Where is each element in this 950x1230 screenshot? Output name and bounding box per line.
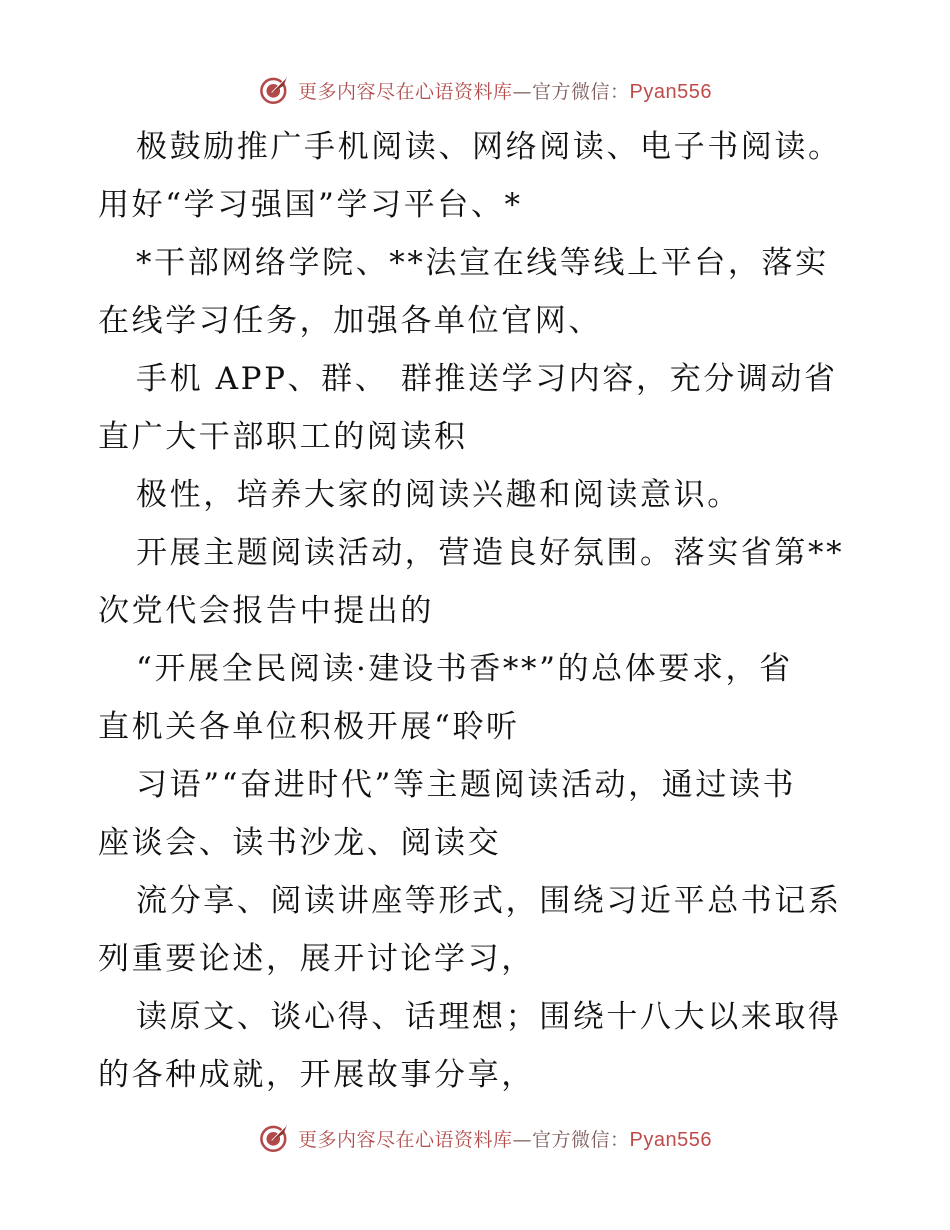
footer-wechat-label: 官方微信： xyxy=(532,1128,630,1151)
footer-banner-content xyxy=(258,1121,712,1155)
header-brand-text: 更多内容尽在心语资料库 xyxy=(298,80,513,103)
text-line: “开展全民阅读·建设书香**”的总体要求，省 xyxy=(136,651,793,687)
text-line: 手机 APP、群、 群推送学习内容，充分调动省 xyxy=(136,361,838,397)
footer-brand-text: 更多内容尽在心语资料库 xyxy=(298,1128,513,1151)
footer-watermark-banner xyxy=(0,1118,950,1158)
text-line: 极性，培养大家的阅读兴趣和阅读意识。 xyxy=(136,477,741,513)
text-line: 座谈会、读书沙龙、阅读交 xyxy=(98,825,502,861)
text-line: 读原文、谈心得、话理想；围绕十八大以来取得 xyxy=(136,999,842,1035)
text-line: *干部网络学院、**法宣在线等线上平台，落实 xyxy=(136,245,829,281)
text-line: 列重要论述，展开讨论学习， xyxy=(98,941,535,977)
header-banner-text xyxy=(298,77,712,104)
text-line: 用好“学习强国”学习平台、* xyxy=(98,187,523,223)
header-banner-content xyxy=(258,73,712,107)
text-line: 流分享、阅读讲座等形式，围绕习近平总书记系 xyxy=(136,883,842,919)
header-wechat-handle: Pyan556 xyxy=(629,80,712,103)
text-line: 直广大干部职工的阅读积 xyxy=(98,419,468,455)
header-wechat-label: 官方微信： xyxy=(532,80,630,103)
text-line: 的各种成就，开展故事分享， xyxy=(98,1057,535,1093)
document-body xyxy=(98,118,858,1104)
footer-banner-text xyxy=(298,1125,712,1152)
text-line: 习语”“奋进时代”等主题阅读活动，通过读书 xyxy=(136,767,797,803)
header-watermark-banner xyxy=(0,70,950,110)
text-line: 开展主题阅读活动，营造良好氛围。落实省第** xyxy=(136,535,845,571)
text-line: 在线学习任务，加强各单位官网、 xyxy=(98,303,602,339)
quill-pen-circle-logo-icon xyxy=(258,73,292,107)
text-line: 次党代会报告中提出的 xyxy=(98,593,434,629)
footer-wechat-handle: Pyan556 xyxy=(629,1128,712,1151)
text-line: 极鼓励推广手机阅读、网络阅读、电子书阅读。 xyxy=(136,129,842,165)
text-line: 直机关各单位积极开展“聆听 xyxy=(98,709,520,745)
footer-separator: — xyxy=(512,1128,533,1151)
header-separator: — xyxy=(512,80,533,103)
quill-pen-circle-logo-icon xyxy=(258,1121,292,1155)
